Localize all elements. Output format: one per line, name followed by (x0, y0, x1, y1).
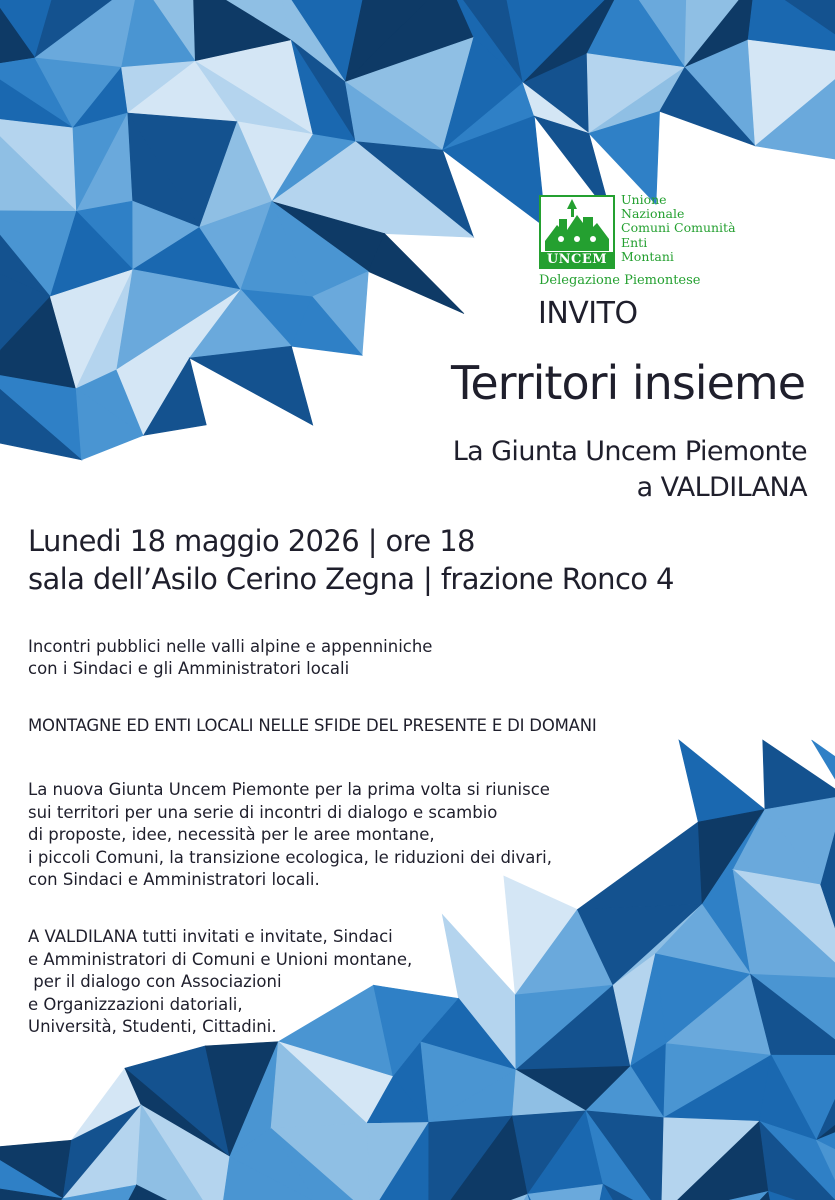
description-paragraph (28, 779, 552, 892)
decorative-triangle (442, 915, 515, 999)
intro-line: con i Sindaci e gli Amministratori locali (28, 659, 350, 678)
paragraph-line: sui territori per una serie di incontri di dialogo e scambio (28, 802, 498, 822)
uncem-logo-wordmark: UNCEM (546, 252, 608, 267)
event-venue: sala dell’Asilo Cerino Zegna | frazione Ronco 4 (28, 562, 674, 596)
paragraph-line: di proposte, idee, necessità per le aree montane, (28, 825, 435, 844)
paragraph-line: La nuova Giunta Uncem Piemonte per la prima volta si riunisce (28, 780, 550, 799)
paragraph-line: A VALDILANA tutti invitati e invitate, Sindaci (28, 927, 393, 946)
paragraph-line: e Organizzazioni datoriali, (28, 994, 243, 1014)
logo-line: Montani (621, 248, 674, 264)
theme-headline: MONTAGNE ED ENTI LOCALI NELLE SFIDE DEL PRESENTE E DI DOMANI (28, 716, 597, 735)
invitees-paragraph (28, 926, 412, 1039)
logo-line: Enti (621, 234, 648, 250)
logo-delegation: Delegazione Piemontese (539, 273, 701, 288)
event-title: Territori insieme (451, 356, 805, 410)
logo-line: Nazionale (621, 206, 685, 222)
event-subtitle (453, 434, 807, 506)
paragraph-line: per il dialogo con Associazioni (28, 972, 282, 991)
intro-text (28, 636, 432, 680)
uncem-logo-text (621, 193, 736, 264)
paragraph-line: con Sindaci e Amministratori locali. (28, 870, 320, 889)
event-date-venue (28, 522, 674, 598)
uncem-logo (539, 193, 835, 293)
paragraph-line: Università, Studenti, Cittadini. (28, 1017, 277, 1036)
decorative-triangle (679, 740, 765, 822)
paragraph-line: e Amministratori di Comuni e Unioni montane, (28, 949, 413, 969)
intro-line: Incontri pubblici nelle valli alpine e appenniniche (28, 637, 433, 656)
logo-line: Unione (621, 192, 667, 207)
paragraph-line: i piccoli Comuni, la transizione ecologica, le riduzioni dei divari, (28, 847, 552, 867)
subtitle-line: La Giunta Uncem Piemonte (452, 436, 807, 467)
event-date: Lunedi 18 maggio 2026 | ore 18 (28, 524, 475, 558)
logo-line: Comuni Comunità (621, 220, 736, 236)
subtitle-line: a VALDILANA (636, 472, 807, 503)
decorative-triangle (190, 346, 313, 425)
invite-label: INVITO (538, 296, 638, 331)
decorative-triangle (368, 234, 464, 314)
decorative-triangle (577, 822, 702, 910)
